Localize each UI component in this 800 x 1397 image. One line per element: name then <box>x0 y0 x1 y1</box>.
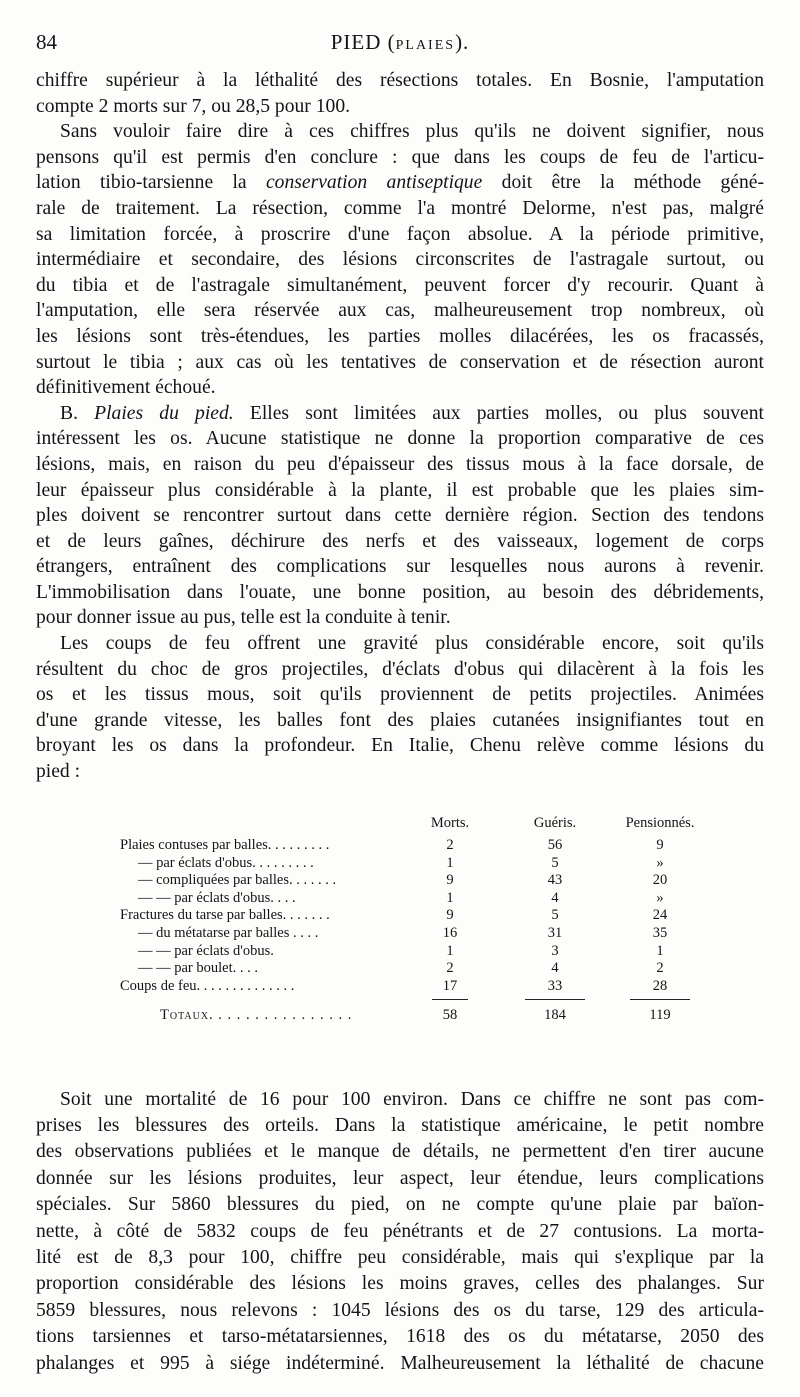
total-rules <box>120 995 710 1007</box>
row-label: — — par boulet. . . . <box>138 960 259 977</box>
table-row <box>120 978 710 996</box>
cell-gueris: 31 <box>547 924 563 941</box>
text-line: pensons qu'il est permis d'en conclure : que dans les coups de feu de l'articu- <box>36 146 764 168</box>
table-total-row <box>120 1007 710 1025</box>
text-run: Elles sont limitées aux parties molles, ou plus souvent <box>233 402 764 424</box>
text-line: L'immobilisation dans l'ouate, une bonne position, au besoin des débridements, <box>36 581 764 603</box>
cell-gueris: 4 <box>551 889 559 906</box>
body-text-top <box>36 68 764 785</box>
total-pensionnes: 119 <box>649 1007 671 1024</box>
cell-morts: 16 <box>442 924 458 941</box>
cell-pensionnes: 2 <box>656 960 664 977</box>
text-line <box>36 401 764 427</box>
text-line <box>36 170 764 196</box>
text-line: os et les tissus mous, soit qu'ils proviennent de petits projectiles. Animées <box>36 684 764 706</box>
cell-morts: 9 <box>446 872 454 889</box>
cell-pensionnes: 24 <box>652 907 668 924</box>
text-line: rale de traitement. La résection, comme l'a montré Delorme, n'est pas, malgré <box>36 197 764 219</box>
text-line: tions tarsiennes et tarso-métatarsiennes, 1618 des os du métatarse, 2050 des <box>36 1326 764 1348</box>
table-row <box>120 925 710 943</box>
table-row <box>120 907 710 925</box>
total-rule <box>525 999 585 1000</box>
cell-morts: 2 <box>446 960 454 977</box>
section-title: Plaies du pied. <box>94 402 234 424</box>
text-line: des observations publiées et le manque de détails, ne permettent d'en tirer aucune <box>36 1141 764 1163</box>
running-header <box>36 30 764 62</box>
column-header-pensionnes: Pensionnés. <box>625 815 695 831</box>
cell-gueris: 4 <box>551 960 559 977</box>
text-line: 5859 blessures, nous relevons : 1045 lésions des os du tarse, 129 des articula- <box>36 1299 764 1321</box>
cell-pensionnes: 35 <box>652 924 668 941</box>
text-line: lésions, mais, en raison du peu d'épaisseur des tissus mous à la face dorsale, de <box>36 453 764 475</box>
cell-gueris: 3 <box>551 942 559 959</box>
row-label: Fractures du tarse par balles. . . . . . . <box>120 907 330 924</box>
table-body <box>120 837 710 995</box>
running-title-end: ). <box>455 30 470 54</box>
text-line: compte 2 morts sur 7, ou 28,5 pour 100. <box>36 95 351 117</box>
text-line: donnée sur les lésions produites, leur aspect, leur étendue, leurs complications <box>36 1167 764 1189</box>
row-label: — — par éclats d'obus. <box>138 942 274 959</box>
row-label: Plaies contuses par balles. . . . . . . . . <box>120 837 330 853</box>
cell-morts: 9 <box>446 907 454 924</box>
cell-gueris: 56 <box>547 837 563 853</box>
text-line: intermédiaire et secondaire, des lésions circonscrites de l'astragale surtout, ou <box>36 249 764 271</box>
cell-morts: 2 <box>446 837 454 853</box>
paragraph-2 <box>36 119 764 401</box>
statistics-table <box>120 815 710 1025</box>
cell-gueris: 5 <box>551 907 559 924</box>
paragraph-5 <box>36 1087 764 1377</box>
page-number: 84 <box>36 30 57 54</box>
text-line: prises les blessures des orteils. Dans la statistique américaine, le petit nombre <box>36 1115 764 1136</box>
text-line: et de leurs gaînes, déchirure des nerfs et des vaisseaux, logement de corps <box>36 530 764 552</box>
total-gueris: 184 <box>544 1007 566 1024</box>
text-run: doit être la méthode géné- <box>482 172 764 194</box>
text-line: Les coups de feu offrent une gravité plus considérable encore, soit qu'ils <box>60 633 764 655</box>
text-line: les lésions sont très-étendues, les parties molles dilacérées, les os fracassés, <box>36 325 764 347</box>
cell-morts: 17 <box>442 977 458 994</box>
text-line: spéciales. Sur 5860 blessures du pied, on ne compte qu'une plaie par baïon- <box>36 1194 764 1216</box>
row-label: — — par éclats d'obus. . . . <box>138 889 296 906</box>
cell-morts: 1 <box>446 854 454 871</box>
text-line: d'une grande vitesse, les balles font des plaies cutanées insignifiantes tout en <box>36 709 764 731</box>
text-line: définitivement échoué. <box>36 377 216 399</box>
table-row <box>120 943 710 961</box>
cell-gueris: 33 <box>547 977 563 994</box>
table-header-row <box>120 815 710 837</box>
text-line: du tibia et de l'astragale simultanément, peuvent forcer d'y recourir. Quant à <box>36 274 764 296</box>
text-line: Sans vouloir faire dire à ces chiffres plus qu'ils ne doivent signifier, nous <box>60 121 764 143</box>
cell-pensionnes: 28 <box>652 977 668 994</box>
cell-pensionnes: 9 <box>656 837 664 853</box>
column-header-morts: Morts. <box>430 815 470 831</box>
text-line: nette, à côté de 5832 coups de feu pénétrants et de 27 contusions. La morta- <box>36 1220 764 1242</box>
total-rule <box>432 999 468 1000</box>
text-line: pied : <box>36 761 81 783</box>
table-row <box>120 837 710 855</box>
cell-pensionnes: » <box>656 854 664 871</box>
cell-gueris: 5 <box>551 854 559 871</box>
paragraph-1 <box>36 68 764 119</box>
running-title-smallcaps: PLAIES <box>395 38 456 53</box>
cell-gueris: 43 <box>547 872 563 889</box>
total-label: Totaux. . . . . . . . . . . . . . . . <box>160 1007 353 1024</box>
section-label: B. <box>60 402 78 424</box>
table-row <box>120 890 710 908</box>
text-line: résultent du choc de gros projectiles, d'éclats d'obus qui dilacèrent à la fois les <box>36 658 764 680</box>
body-text-bottom <box>36 1067 764 1397</box>
table-row <box>120 960 710 978</box>
text-line: proportion considérable des lésions les moins graves, celles des phalanges. Sur <box>36 1273 764 1295</box>
running-title <box>36 30 764 55</box>
total-morts: 58 <box>442 1007 458 1024</box>
cell-pensionnes: 1 <box>656 942 664 959</box>
text-line: l'amputation, elle sera réservée aux cas, malheureusement trop nombreux, où <box>36 300 764 322</box>
text-line: surtout le tibia ; aux cas où les tentatives de conservation et de résection auront <box>36 351 764 373</box>
column-header-gueris: Guéris. <box>533 815 577 831</box>
table-row <box>120 872 710 890</box>
text-line: pour donner issue au pus, telle est la conduite à tenir. <box>36 607 451 629</box>
text-line: étrangers, entraînent des complications sur lesquelles nous aurons à revenir. <box>36 556 764 578</box>
row-label: — par éclats d'obus. . . . . . . . . <box>138 854 314 871</box>
paragraph-4 <box>36 631 764 785</box>
table-row <box>120 855 710 873</box>
paragraph-3 <box>36 401 764 631</box>
emphasis-text: conservation antiseptique <box>265 172 483 194</box>
text-line: leur épaisseur plus considérable à la plante, il est probable que les plaies sim- <box>36 479 764 501</box>
text-line: ples doivent se rencontrer surtout dans cette dernière région. Section des tendons <box>36 505 764 527</box>
total-rule <box>630 999 690 1000</box>
row-label: — compliquées par balles. . . . . . . <box>138 872 337 889</box>
text-run: lation tibio-tarsienne la <box>36 172 266 194</box>
text-line: chiffre supérieur à la léthalité des résections totales. En Bosnie, l'amputation <box>36 70 764 91</box>
running-title-main: PIED ( <box>330 30 396 54</box>
text-line: Soit une mortalité de 16 pour 100 environ. Dans ce chiffre ne sont pas com- <box>60 1088 764 1110</box>
cell-morts: 1 <box>446 942 454 959</box>
row-label: — du métatarse par balles . . . . <box>138 924 319 941</box>
text-line: sa limitation forcée, à proscrire d'une façon absolue. A la période primitive, <box>36 223 764 245</box>
row-label: Coups de feu. . . . . . . . . . . . . . <box>120 977 295 994</box>
cell-pensionnes: » <box>656 889 664 906</box>
cell-morts: 1 <box>446 889 454 906</box>
text-line: broyant les os dans la profondeur. En Italie, Chenu relève comme lésions du <box>36 735 764 757</box>
text-line: lité est de 8,3 pour 100, chiffre peu considérable, mais qui s'explique par la <box>36 1247 764 1269</box>
text-line: intéressent les os. Aucune statistique ne donne la proportion comparative de ces <box>36 428 764 450</box>
text-line: phalanges et 995 à siége indéterminé. Malheureusement la léthalité de chacune <box>36 1352 764 1374</box>
cell-pensionnes: 20 <box>652 872 668 889</box>
